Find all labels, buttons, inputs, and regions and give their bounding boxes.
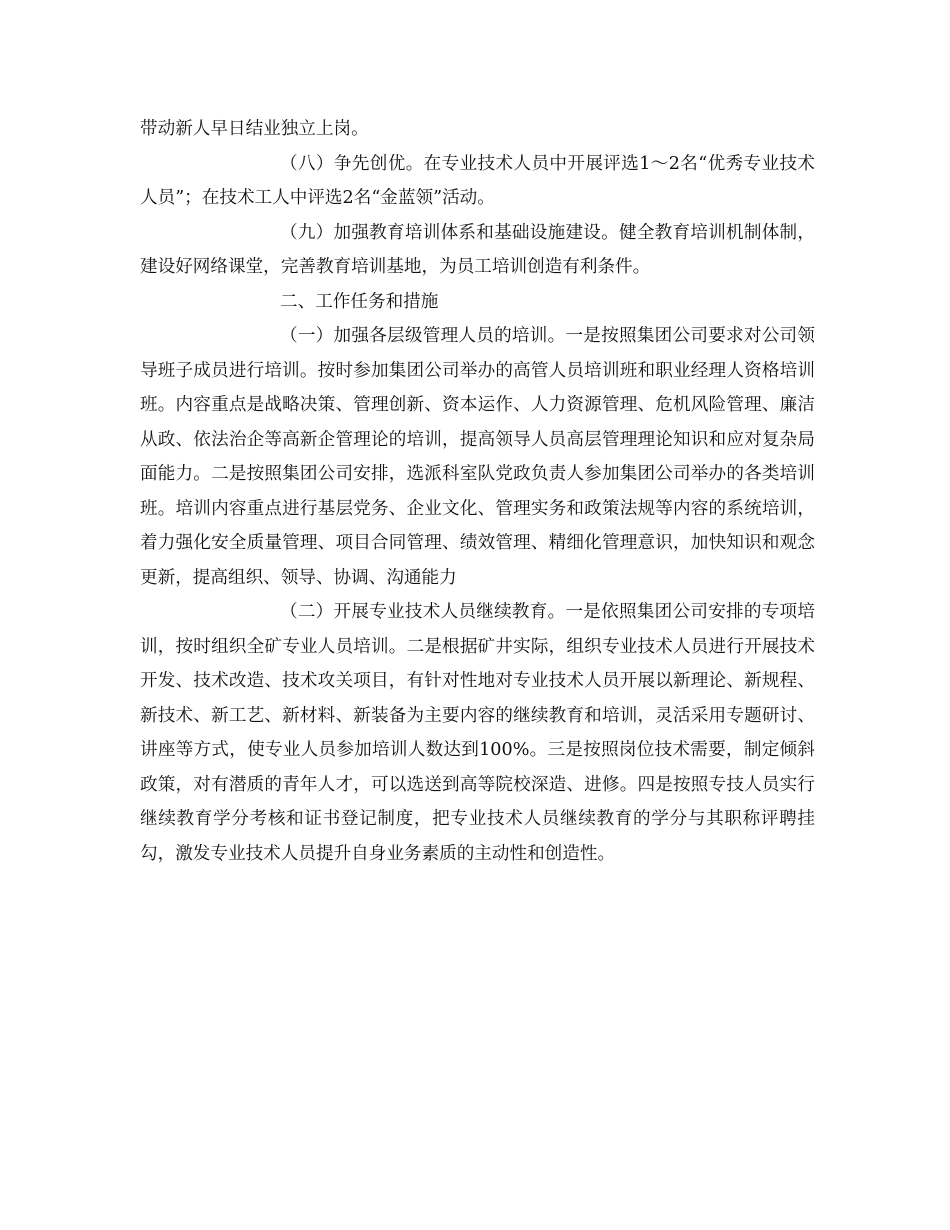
paragraph-item-8: （八）争先创优。在专业技术人员中开展评选1～2名“优秀专业技术人员”；在技术工人中评选2名“金蓝领”活动。 [140, 153, 815, 208]
section-heading-tasks-measures: 二、工作任务和措施 [280, 291, 439, 312]
paragraph-continuing-education: （二）开展专业技术人员继续教育。一是依照集团公司安排的专项培训，按时组织全矿专业人员培训。二是根据矿井实际，组织专业技术人员进行开展技术开发、技术改造、技术攻关项目，有针对性地对专业技术人员开展以新理论、新规程、新技术、新工艺、新材料、新装备为主要内容的继续教育和培训，灵活采用专题研讨、讲座等方式，使专业人员参加培训人数达到100%。三是按照岗位技术需要，制定倾斜政策，对有潜质的青年人才，可以选送到高等院校深造、进修。四是按照专技人员实行继续教育学分考核和证书登记制度，把专业技术人员继续教育的学分与其职称评聘挂勾，激发专业技术人员提升自身业务素质的主动性和创造性。 [140, 602, 815, 864]
paragraph-item-9: （九）加强教育培训体系和基础设施建设。健全教育培训机制体制，建设好网络课堂，完善教育培训基地，为员工培训创造有利条件。 [140, 222, 815, 277]
document-body [140, 112, 815, 871]
paragraph-continuation: 带动新人早日结业独立上岗。 [140, 119, 369, 139]
paragraph-management-training: （一）加强各层级管理人员的培训。一是按照集团公司要求对公司领导班子成员进行培训。按时参加集团公司举办的高管人员培训班和职业经理人资格培训班。内容重点是战略决策、管理创新、资本运作、人力资源管理、危机风险管理、廉洁从政、依法治企等高新企管理论的培训，提高领导人员高层管理理论知识和应对复杂局面能力。二是按照集团公司安排，选派科室队党政负责人参加集团公司举办的各类培训班。培训内容重点进行基层党务、企业文化、管理实务和政策法规等内容的系统培训，着力强化安全质量管理、项目合同管理、绩效管理、精细化管理意识，加快知识和观念更新，提高组织、领导、协调、沟通能力 [140, 326, 815, 588]
